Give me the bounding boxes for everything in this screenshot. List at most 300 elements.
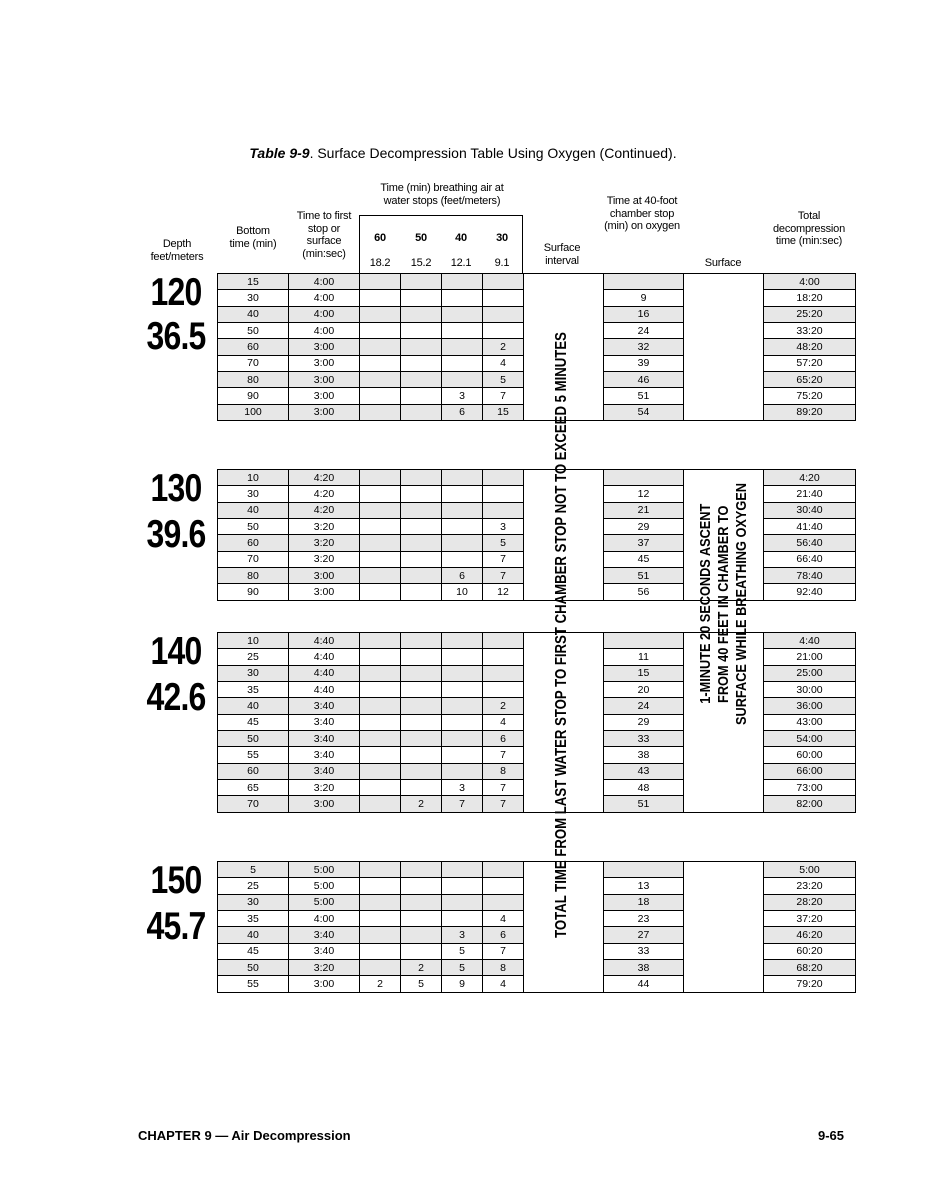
stop-60-cell [360,404,401,420]
stop-50-cell [401,486,442,502]
chamber-time-cell: 27 [604,927,684,943]
chamber-time-cell: 16 [604,306,684,322]
stop-30-cell: 15 [483,404,524,420]
bottom-time-cell: 100 [218,404,289,420]
table-row [218,862,856,878]
stop-60-cell [360,323,401,339]
surface-cell [684,878,764,894]
table-row [218,355,856,371]
first-stop-cell: 3:40 [289,698,360,714]
table-row [218,649,856,665]
chamber-time-cell: 44 [604,976,684,992]
bottom-time-cell: 70 [218,796,289,812]
stop-30-cell: 4 [483,355,524,371]
stop-60-cell [360,731,401,747]
stop-30-cell: 8 [483,960,524,976]
first-stop-cell: 3:20 [289,535,360,551]
stop-50-cell [401,747,442,763]
stop-60-cell [360,633,401,649]
total-time-cell: 48:20 [764,339,856,355]
bottom-time-cell: 40 [218,306,289,322]
stop-40-cell [442,502,483,518]
chamber-time-cell: 56 [604,584,684,600]
bottom-time-cell: 30 [218,486,289,502]
total-time-cell: 46:20 [764,927,856,943]
stop-60-cell [360,470,401,486]
footer-chapter: CHAPTER 9 — Air Decompression [138,1128,351,1143]
header-stop-40-m: 12.1 [450,257,472,269]
first-stop-cell: 3:40 [289,731,360,747]
total-time-cell: 79:20 [764,976,856,992]
total-time-cell: 18:20 [764,290,856,306]
table-title: . Surface Decompression Table Using Oxygen (Continued). [309,145,677,161]
stop-40-cell [442,714,483,730]
header-water-stops: Time (min) breathing air at water stops (feet/meters) [380,182,504,207]
chamber-time-cell [604,470,684,486]
chamber-time-cell: 38 [604,960,684,976]
header-depth: Depth feet/meters [150,238,204,263]
stop-40-cell [442,698,483,714]
surface-cell [684,290,764,306]
stop-60-cell [360,862,401,878]
chamber-time-cell: 21 [604,502,684,518]
stop-50-cell [401,470,442,486]
table-row [218,633,856,649]
chamber-time-cell: 33 [604,943,684,959]
bottom-time-cell: 25 [218,878,289,894]
surface-cell [684,306,764,322]
stop-30-cell: 7 [483,388,524,404]
bottom-time-cell: 50 [218,519,289,535]
header-stop-60-m: 18.2 [369,257,391,269]
stop-30-cell: 5 [483,535,524,551]
stop-50-cell: 2 [401,796,442,812]
first-stop-cell: 4:00 [289,290,360,306]
total-time-cell: 28:20 [764,894,856,910]
table-row [218,323,856,339]
stop-60-cell [360,584,401,600]
bottom-time-cell: 10 [218,633,289,649]
stop-60-cell [360,502,401,518]
first-stop-cell: 4:00 [289,911,360,927]
stop-40-cell [442,633,483,649]
stop-40-cell [442,323,483,339]
stop-50-cell [401,388,442,404]
first-stop-cell: 4:40 [289,633,360,649]
surface-cell [684,388,764,404]
stop-50-cell [401,878,442,894]
table-row [218,486,856,502]
surface-cell [684,911,764,927]
header-bottom-time: Bottom time (min) [229,225,277,250]
table-row [218,747,856,763]
surface-cell [684,763,764,779]
stop-30-cell: 7 [483,943,524,959]
stop-30-cell [483,470,524,486]
first-stop-cell: 4:00 [289,306,360,322]
stop-40-cell: 6 [442,404,483,420]
stop-40-cell [442,519,483,535]
surface-ascent-note [697,462,751,747]
stop-60-cell [360,796,401,812]
bottom-time-cell: 70 [218,551,289,567]
total-time-cell: 25:20 [764,306,856,322]
stop-60-cell [360,780,401,796]
bottom-time-cell: 40 [218,927,289,943]
bottom-time-cell: 35 [218,911,289,927]
header-stop-60-ft: 60 [374,232,386,244]
stop-40-cell [442,274,483,290]
chamber-time-cell: 32 [604,339,684,355]
stop-50-cell [401,535,442,551]
bottom-time-cell: 30 [218,894,289,910]
total-time-cell: 21:00 [764,649,856,665]
total-time-cell: 78:40 [764,568,856,584]
stop-60-cell [360,665,401,681]
surface-cell [684,274,764,290]
header-total-time: Total decompression time (min:sec) [773,210,845,247]
first-stop-cell: 3:00 [289,584,360,600]
table-row [218,388,856,404]
header-chamber-time: Time at 40-foot chamber stop (min) on oxygen [604,195,680,232]
table-row [218,274,856,290]
stop-60-cell [360,763,401,779]
stop-40-cell: 5 [442,943,483,959]
stop-60-cell [360,306,401,322]
stop-50-cell [401,584,442,600]
chamber-time-cell: 11 [604,649,684,665]
stop-60-cell [360,943,401,959]
stop-30-cell: 8 [483,763,524,779]
table-caption [0,145,926,161]
chamber-time-cell: 13 [604,878,684,894]
bottom-time-cell: 30 [218,665,289,681]
total-time-cell: 68:20 [764,960,856,976]
total-time-cell: 36:00 [764,698,856,714]
header-stop-30-m: 9.1 [494,257,510,269]
first-stop-cell: 3:40 [289,927,360,943]
total-time-cell: 66:40 [764,551,856,567]
stop-50-cell [401,911,442,927]
surface-note-line-2: FROM 40 FEET IN CHAMBER TO [715,505,732,703]
table-row [218,290,856,306]
bottom-time-cell: 60 [218,339,289,355]
stop-50-cell [401,355,442,371]
stop-40-cell: 10 [442,584,483,600]
chamber-time-cell: 48 [604,780,684,796]
stop-60-cell [360,698,401,714]
first-stop-cell: 3:40 [289,714,360,730]
stop-50-cell [401,649,442,665]
stop-60-cell: 2 [360,976,401,992]
stop-40-cell: 9 [442,976,483,992]
stop-50-cell [401,731,442,747]
surface-cell [684,927,764,943]
first-stop-cell: 4:20 [289,502,360,518]
chamber-time-cell: 23 [604,911,684,927]
table-row [218,780,856,796]
stop-60-cell [360,960,401,976]
stop-40-cell [442,911,483,927]
stop-60-cell [360,649,401,665]
bottom-time-cell: 5 [218,862,289,878]
stop-30-cell: 4 [483,714,524,730]
stop-60-cell [360,878,401,894]
surface-cell [684,943,764,959]
stop-30-cell: 2 [483,698,524,714]
stop-30-cell [483,323,524,339]
stop-40-cell [442,339,483,355]
first-stop-cell: 4:40 [289,665,360,681]
header-stop-40-ft: 40 [455,232,467,244]
total-time-cell: 56:40 [764,535,856,551]
first-stop-cell: 3:20 [289,960,360,976]
stop-50-cell [401,862,442,878]
stop-40-cell [442,747,483,763]
stop-50-cell [401,323,442,339]
bottom-time-cell: 15 [218,274,289,290]
stop-40-cell: 7 [442,796,483,812]
stop-40-cell [442,470,483,486]
bottom-time-cell: 90 [218,388,289,404]
table-number: Table 9-9 [249,145,310,161]
stop-30-cell [483,682,524,698]
stop-30-cell [483,862,524,878]
stop-40-cell: 5 [442,960,483,976]
surface-cell [684,894,764,910]
table-row [218,943,856,959]
bottom-time-cell: 60 [218,763,289,779]
stop-40-cell [442,763,483,779]
total-time-cell: 30:40 [764,502,856,518]
table-row [218,731,856,747]
stop-60-cell [360,486,401,502]
stop-60-cell [360,388,401,404]
stop-30-cell [483,502,524,518]
total-time-cell: 33:20 [764,323,856,339]
stop-30-cell: 6 [483,731,524,747]
first-stop-cell: 3:00 [289,404,360,420]
stop-30-cell [483,274,524,290]
stop-30-cell: 4 [483,976,524,992]
stop-60-cell [360,747,401,763]
stop-50-cell [401,780,442,796]
table-group-130 [217,469,856,601]
first-stop-cell: 3:20 [289,780,360,796]
stop-30-cell [483,486,524,502]
first-stop-cell: 5:00 [289,878,360,894]
total-time-cell: 73:00 [764,780,856,796]
chamber-time-cell: 29 [604,714,684,730]
stop-60-cell [360,274,401,290]
surface-cell [684,339,764,355]
stop-50-cell [401,404,442,420]
header-stop-50-ft: 50 [415,232,427,244]
table-row [218,535,856,551]
bottom-time-cell: 55 [218,976,289,992]
stop-40-cell [442,878,483,894]
stop-40-cell [442,862,483,878]
stop-50-cell [401,714,442,730]
bottom-time-cell: 80 [218,372,289,388]
surface-cell [684,960,764,976]
stop-50-cell [401,633,442,649]
table-row [218,698,856,714]
stop-30-cell [483,894,524,910]
stop-50-cell: 5 [401,976,442,992]
total-time-cell: 66:00 [764,763,856,779]
surface-cell [684,780,764,796]
first-stop-cell: 3:00 [289,372,360,388]
stop-60-cell [360,339,401,355]
stop-50-cell [401,698,442,714]
chamber-time-cell: 12 [604,486,684,502]
stop-40-cell [442,372,483,388]
stop-50-cell [401,551,442,567]
stop-30-cell [483,633,524,649]
stop-60-cell [360,355,401,371]
total-time-cell: 5:00 [764,862,856,878]
total-time-cell: 41:40 [764,519,856,535]
chamber-time-cell: 15 [604,665,684,681]
total-time-cell: 43:00 [764,714,856,730]
first-stop-cell: 3:00 [289,339,360,355]
table-row [218,551,856,567]
water-stops-bracket-right [522,215,523,273]
table-row [218,894,856,910]
bottom-time-cell: 30 [218,290,289,306]
table-row [218,584,856,600]
bottom-time-cell: 45 [218,943,289,959]
stop-40-cell: 6 [442,568,483,584]
bottom-time-cell: 65 [218,780,289,796]
stop-50-cell [401,306,442,322]
stop-30-cell: 4 [483,911,524,927]
total-time-cell: 92:40 [764,584,856,600]
stop-40-cell [442,290,483,306]
depth-feet-140: 140 [150,630,202,673]
surface-cell [684,323,764,339]
table-body-150 [218,862,856,993]
stop-40-cell: 3 [442,927,483,943]
stop-50-cell [401,274,442,290]
table-row [218,714,856,730]
stop-50-cell [401,763,442,779]
stop-40-cell [442,535,483,551]
table-body-140 [218,633,856,813]
stop-60-cell [360,551,401,567]
stop-40-cell [442,306,483,322]
depth-meters-130: 39.6 [146,513,206,556]
table-body-130 [218,470,856,601]
first-stop-cell: 3:40 [289,943,360,959]
stop-50-cell [401,943,442,959]
table-row [218,519,856,535]
surface-cell [684,747,764,763]
table-row [218,502,856,518]
stop-60-cell [360,372,401,388]
first-stop-cell: 4:40 [289,649,360,665]
table-row [218,339,856,355]
stop-30-cell [483,290,524,306]
depth-feet-150: 150 [150,859,202,902]
stop-40-cell: 3 [442,388,483,404]
bottom-time-cell: 50 [218,960,289,976]
chamber-time-cell: 45 [604,551,684,567]
stop-30-cell: 7 [483,780,524,796]
bottom-time-cell: 50 [218,731,289,747]
stop-60-cell [360,568,401,584]
header-stop-50-m: 15.2 [410,257,432,269]
stop-50-cell [401,568,442,584]
stop-50-cell [401,290,442,306]
stop-60-cell [360,682,401,698]
stop-30-cell: 7 [483,796,524,812]
chamber-time-cell: 37 [604,535,684,551]
bottom-time-cell: 40 [218,698,289,714]
table-row [218,568,856,584]
stop-60-cell [360,714,401,730]
total-time-cell: 25:00 [764,665,856,681]
stop-50-cell [401,927,442,943]
water-stops-bracket-top [359,215,522,216]
total-time-cell: 54:00 [764,731,856,747]
first-stop-cell: 3:20 [289,551,360,567]
stop-50-cell [401,519,442,535]
stop-50-cell [401,665,442,681]
stop-60-cell [360,535,401,551]
depth-meters-140: 42.6 [146,676,206,719]
first-stop-cell: 3:00 [289,388,360,404]
stop-30-cell [483,649,524,665]
first-stop-cell: 3:40 [289,747,360,763]
total-time-cell: 89:20 [764,404,856,420]
header-stop-30-ft: 30 [496,232,508,244]
total-time-cell: 4:00 [764,274,856,290]
table-row [218,306,856,322]
first-stop-cell: 3:00 [289,355,360,371]
stop-40-cell [442,649,483,665]
depth-feet-130: 130 [150,467,202,510]
stop-30-cell: 3 [483,519,524,535]
table-row [218,911,856,927]
total-time-cell: 75:20 [764,388,856,404]
stop-40-cell: 3 [442,780,483,796]
surface-cell [684,976,764,992]
chamber-time-cell: 20 [604,682,684,698]
header-surface-interval: Surface interval [543,242,581,267]
table-row [218,372,856,388]
stop-60-cell [360,519,401,535]
table-row [218,763,856,779]
bottom-time-cell: 50 [218,323,289,339]
chamber-time-cell: 24 [604,698,684,714]
chamber-time-cell: 54 [604,404,684,420]
table-row [218,665,856,681]
total-time-cell: 30:00 [764,682,856,698]
table-row [218,470,856,486]
stop-30-cell: 7 [483,551,524,567]
surface-note-line-1: 1-MINUTE 20 SECONDS ASCENT [697,503,714,705]
footer-page-number: 9-65 [818,1128,845,1143]
depth-meters-150: 45.7 [146,905,206,948]
stop-40-cell [442,551,483,567]
total-time-cell: 23:20 [764,878,856,894]
total-time-cell: 65:20 [764,372,856,388]
table-group-120 [217,273,856,421]
stop-30-cell: 2 [483,339,524,355]
table-row [218,682,856,698]
